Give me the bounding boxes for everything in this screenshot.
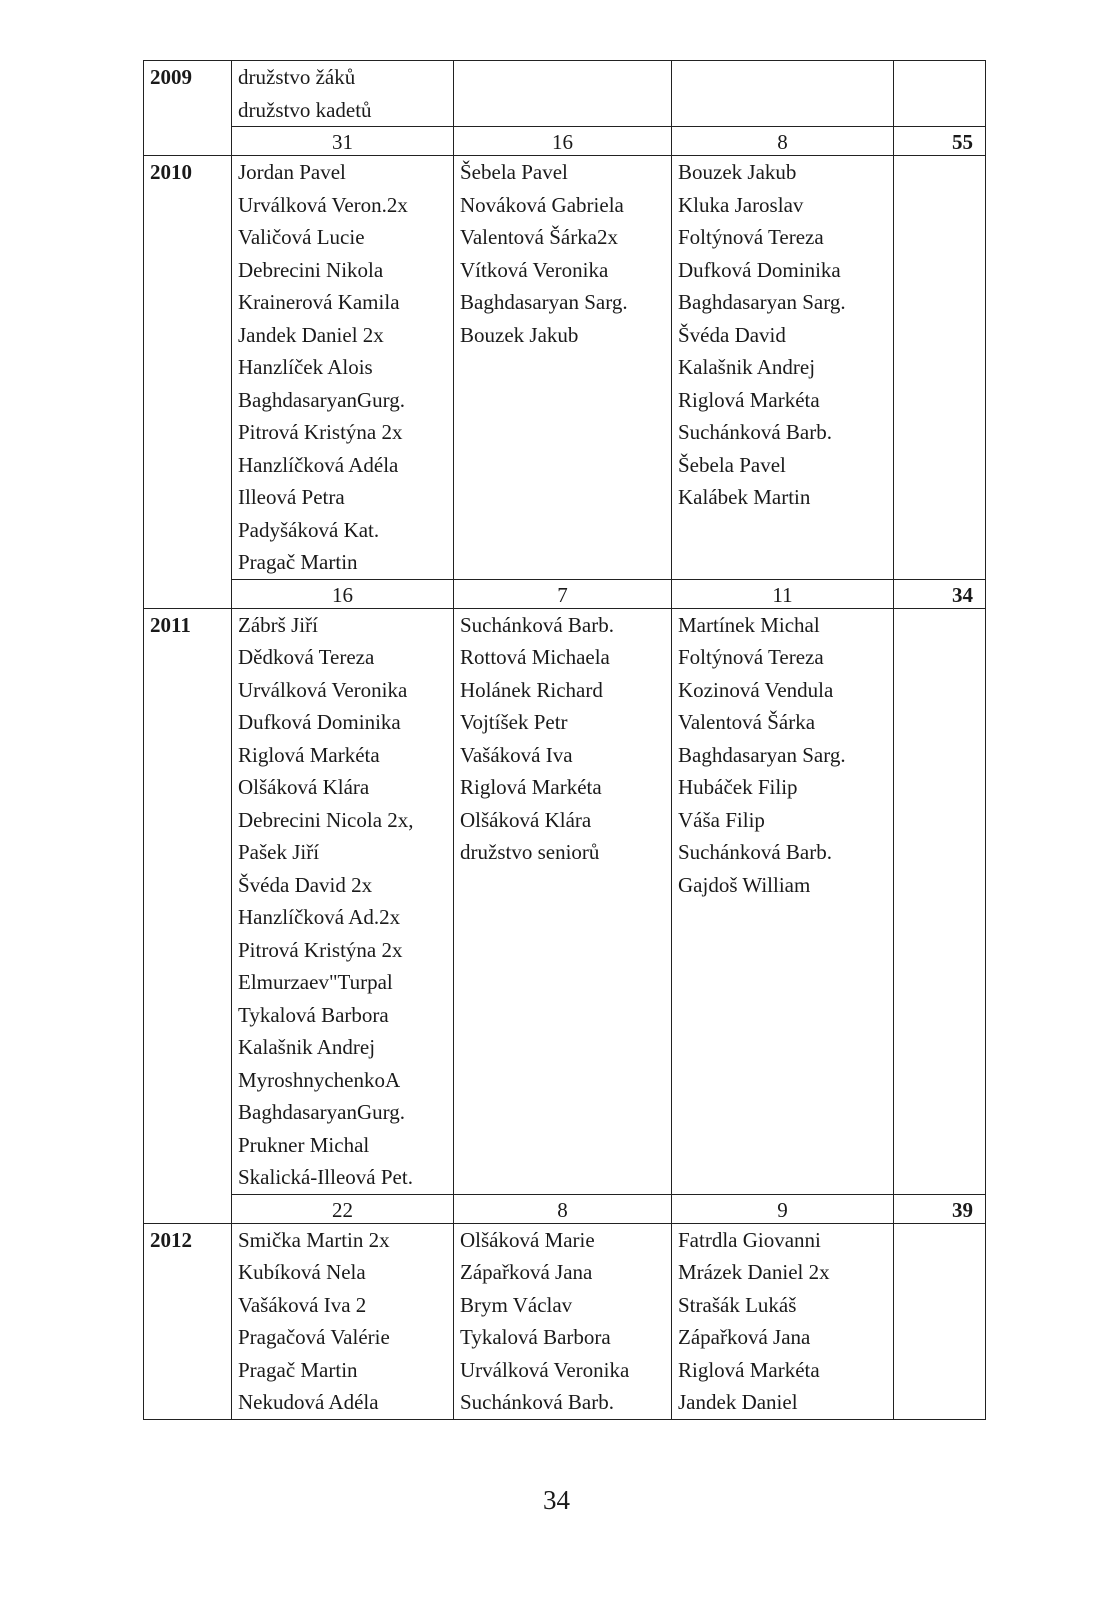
totals-row [144, 1194, 986, 1223]
name-entry: družstvo seniorů [460, 840, 600, 864]
name-entry: Riglová Markéta [678, 1357, 820, 1382]
name-entry: Vojtíšek Petr [460, 710, 568, 734]
name-entry: Strašák Lukáš [678, 1292, 797, 1317]
name-entry: Riglová Markéta [238, 742, 380, 767]
total-cell: 8 [672, 127, 894, 156]
names-cell [232, 61, 454, 127]
total-cell: 7 [454, 579, 672, 608]
name-entry: Zápařková Jana [678, 1325, 811, 1349]
names-cell [232, 1223, 454, 1419]
year-cell: 2012 [144, 1223, 232, 1419]
names-cell [454, 61, 672, 127]
name-entry: Šebela Pavel [460, 160, 568, 184]
name-entry: Kalašnik Andrej [678, 355, 816, 379]
name-entry: Foltýnová Tereza [678, 645, 824, 669]
name-entry: Nováková Gabriela [460, 192, 624, 217]
total-cell: 22 [232, 1194, 454, 1223]
name-entry: Jandek Daniel [678, 1390, 798, 1414]
name-entry: Vašáková Iva 2 [238, 1292, 367, 1317]
name-entry: Rottová Michaela [460, 645, 610, 669]
name-entry: Skalická-Illeová Pet. [238, 1165, 413, 1189]
name-entry: Kalábek Martin [678, 485, 811, 509]
name-entry: Padyšáková Kat. [238, 517, 380, 542]
names-cell [894, 156, 986, 580]
grand-total-cell: 39 [894, 1194, 986, 1223]
name-entry: družstvo žáků [238, 65, 356, 89]
name-entry: BaghdasaryanGurg. [238, 387, 405, 412]
names-cell [672, 1223, 894, 1419]
name-entry: Fatrdla Giovanni [678, 1227, 821, 1252]
name-entry: Hubáček Filip [678, 775, 798, 799]
year-cell: 2011 [144, 608, 232, 1223]
name-entry: Pašek Jiří [238, 840, 320, 864]
year-cell: 2010 [144, 156, 232, 609]
total-cell: 8 [454, 1194, 672, 1223]
name-entry: Pragač Martin [238, 550, 358, 574]
name-entry: Pitrová Kristýna 2x [238, 420, 403, 444]
names-cell [672, 156, 894, 580]
grand-total-cell: 55 [894, 127, 986, 156]
totals-row [144, 127, 986, 156]
name-entry: Holánek Richard [460, 677, 603, 702]
name-entry: Vítková Veronika [460, 257, 609, 282]
name-entry: Vašáková Iva [460, 742, 573, 767]
name-entry: Bouzek Jakub [678, 160, 797, 184]
name-entry: Suchánková Barb. [460, 612, 614, 637]
name-entry: Kozinová Vendula [678, 677, 834, 702]
name-entry: Suchánková Barb. [678, 840, 832, 864]
grand-total-cell: 34 [894, 579, 986, 608]
name-entry: Jandek Daniel 2x [238, 322, 384, 347]
name-entry: Suchánková Barb. [460, 1390, 614, 1414]
total-cell: 31 [232, 127, 454, 156]
name-entry: Illeová Petra [238, 485, 345, 509]
names-cell [454, 1223, 672, 1419]
year-cell: 2009 [144, 61, 232, 156]
name-entry: Kubíková Nela [238, 1260, 366, 1284]
name-entry: Švéda David [678, 322, 786, 347]
name-entry: Debrecini Nicola 2x, [238, 807, 414, 832]
name-entry: Nekudová Adéla [238, 1390, 379, 1414]
name-entry: Debrecini Nikola [238, 257, 384, 282]
names-cell [454, 156, 672, 580]
name-entry: Hanzlíčková Adéla [238, 452, 399, 477]
name-entry: Foltýnová Tereza [678, 225, 824, 249]
names-cell [894, 61, 986, 127]
name-entry: Zábrš Jiří [238, 612, 318, 637]
names-cell [894, 608, 986, 1194]
name-entry: Valentová Šárka2x [460, 225, 619, 249]
name-entry: Elmurzaev"Turpal [238, 970, 393, 994]
name-entry: Martínek Michal [678, 612, 820, 637]
name-entry: Kalašnik Andrej [238, 1035, 376, 1059]
name-entry: Gajdoš William [678, 872, 811, 897]
name-entry: Baghdasaryan Sarg. [460, 290, 628, 314]
year-row [144, 1223, 986, 1419]
name-entry: Olšáková Marie [460, 1227, 595, 1252]
total-cell: 16 [232, 579, 454, 608]
name-entry: Urválková Veronika [238, 677, 408, 702]
name-entry: Váša Filip [678, 807, 765, 832]
name-entry: Pragačová Valérie [238, 1325, 390, 1349]
name-entry: Krainerová Kamila [238, 290, 400, 314]
name-entry: Šebela Pavel [678, 452, 786, 477]
name-entry: Mrázek Daniel 2x [678, 1260, 830, 1284]
name-entry: Dufková Dominika [238, 710, 401, 734]
name-entry: BaghdasaryanGurg. [238, 1100, 405, 1124]
name-entry: Baghdasaryan Sarg. [678, 742, 846, 767]
name-entry: Riglová Markéta [460, 775, 602, 799]
name-entry: družstvo kadetů [238, 97, 372, 122]
name-entry: Brym Václav [460, 1292, 573, 1317]
name-entry: Olšáková Klára [460, 807, 592, 832]
name-entry: Urválková Veron.2x [238, 192, 408, 217]
name-entry: Smička Martin 2x [238, 1227, 390, 1252]
name-entry: Hanzlíček Alois [238, 355, 373, 379]
year-row [144, 608, 986, 1194]
name-entry: Zápařková Jana [460, 1260, 593, 1284]
total-cell: 11 [672, 579, 894, 608]
name-entry: Pragač Martin [238, 1357, 358, 1382]
name-entry: Olšáková Klára [238, 775, 370, 799]
results-table-body [144, 61, 986, 1420]
name-entry: Baghdasaryan Sarg. [678, 290, 846, 314]
names-cell [232, 608, 454, 1194]
names-cell [894, 1223, 986, 1419]
names-cell [454, 608, 672, 1194]
name-entry: Tykalová Barbora [460, 1325, 611, 1349]
name-entry: Dědková Tereza [238, 645, 375, 669]
total-cell: 16 [454, 127, 672, 156]
page-number: 34 [543, 1485, 570, 1515]
name-entry: Urválková Veronika [460, 1357, 630, 1382]
names-cell [672, 61, 894, 127]
name-entry: Dufková Dominika [678, 257, 841, 282]
names-cell [232, 156, 454, 580]
names-cell [672, 608, 894, 1194]
name-entry: Pitrová Kristýna 2x [238, 937, 403, 962]
name-entry: Jordan Pavel [238, 160, 346, 184]
total-cell: 9 [672, 1194, 894, 1223]
name-entry: Bouzek Jakub [460, 322, 579, 347]
name-entry: Švéda David 2x [238, 872, 373, 897]
totals-row [144, 579, 986, 608]
name-entry: Hanzlíčková Ad.2x [238, 905, 401, 929]
name-entry: Valičová Lucie [238, 225, 365, 249]
name-entry: Riglová Markéta [678, 387, 820, 412]
name-entry: MyroshnychenkoA [238, 1067, 401, 1092]
name-entry: Prukner Michal [238, 1132, 370, 1157]
name-entry: Kluka Jaroslav [678, 192, 804, 217]
name-entry: Valentová Šárka [678, 710, 816, 734]
name-entry: Suchánková Barb. [678, 420, 832, 444]
name-entry: Tykalová Barbora [238, 1002, 389, 1027]
year-row [144, 61, 986, 127]
results-table [143, 60, 986, 1420]
year-row [144, 156, 986, 580]
